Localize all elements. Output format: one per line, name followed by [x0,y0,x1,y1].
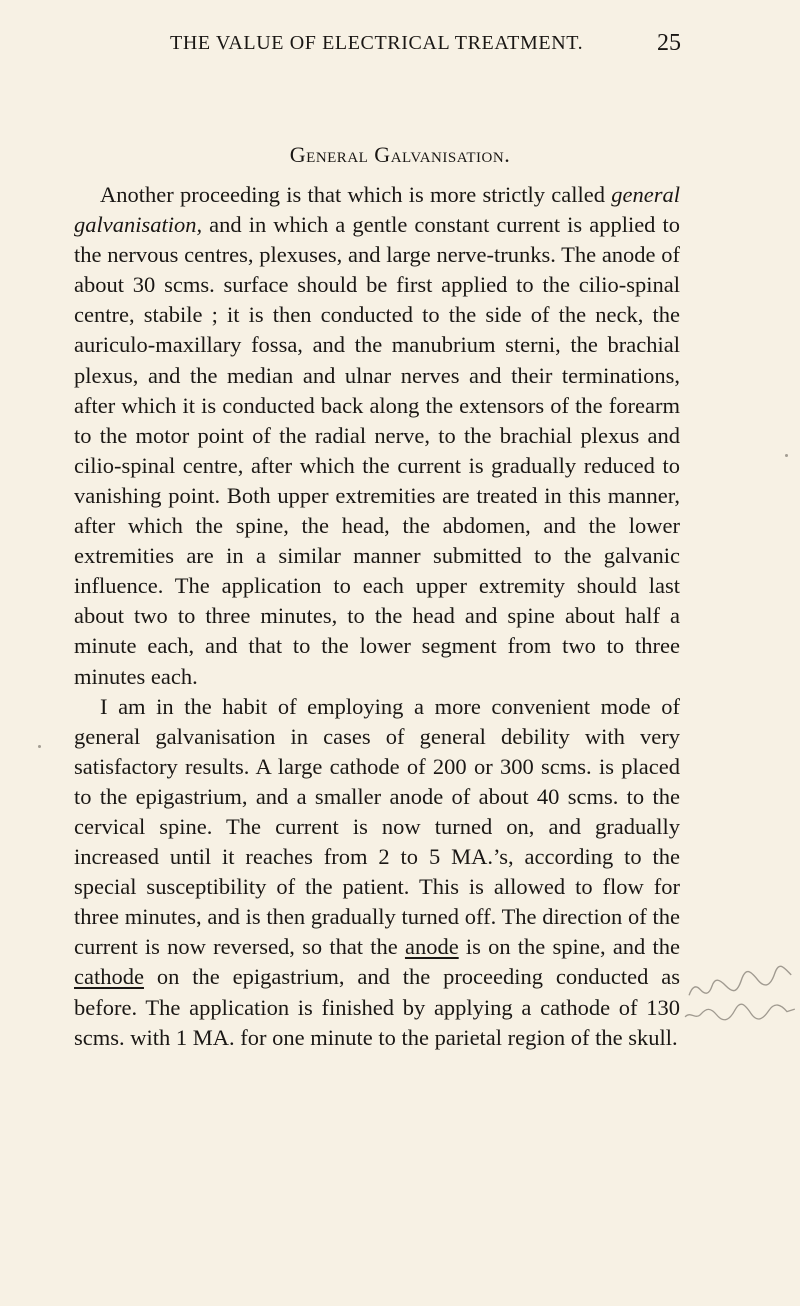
paper-speck [38,745,41,748]
handwritten-margin-scribble-2 [682,999,798,1029]
paragraph-1 [74,180,680,692]
paragraph-1-text-b: and in which a gentle constant current is applied to the nervous centres, plexuses, and large nerve-trunks. The anode of about 30 scms. surface should be first applied to the cilio-spinal centre, stabile ; it is then conducted to the side of the neck, the auriculo-maxillary fossa, and the manubrium sterni, the brachial plexus, and the median and ulnar nerves and their terminations, after which it is conducted back along the extensors of the forearm to the motor point of the radial nerve, to the brachial plexus and cilio-spinal centre, after which the current is gradually reduced to vanishing point. Both upper extremities are treated in this manner, after which the spine, the head, the abdomen, and the lower extremities are in a similar manner submitted to the galvanic influence. The application to each upper extremity should last about two to three minutes, to the head and spine about half a minute each, and that to the lower segment from two to three minutes each. [74,212,680,689]
paragraph-2-text-b: is on the spine, and the [458,934,680,960]
paragraph-1-italic-term: general galvanisation, [74,182,680,238]
page-number: 25 [657,30,681,56]
paragraph-2-text-a: I am in the habit of employing a more convenient mode of general galvanisation in cases of general debility with very satisfactory results. A large cathode of 200 or 300 scms. is placed to the epigastrium, and a smaller anode of about 40 scms. to the cervical spine. The current is now turned on, and gradually increased until it reaches from 2 to 5 MA.’s, according to the special susceptibility of the patient. This is allowed to flow for three minutes, and is then gradually turned off. The direction of the current is now reversed, so that the [74,693,680,960]
running-head-title: THE VALUE OF ELECTRICAL TREATMENT. [170,32,584,54]
paragraph-1-text-a: Another proceeding is that which is more strictly called [100,182,612,207]
underlined-cathode: cathode [74,964,144,990]
underlined-anode: anode [404,934,459,960]
paragraph-2-text-c: on the epigastrium, and the proceeding conducted as before. The application is finished by applying a cathode of 130 scms. with 1 MA. for one minute to the parietal region of the skull. [74,964,680,1050]
paper-speck [785,454,788,457]
body-text [74,180,680,1053]
paragraph-2 [74,692,680,1053]
section-title: General Galvanisation. [289,142,511,167]
